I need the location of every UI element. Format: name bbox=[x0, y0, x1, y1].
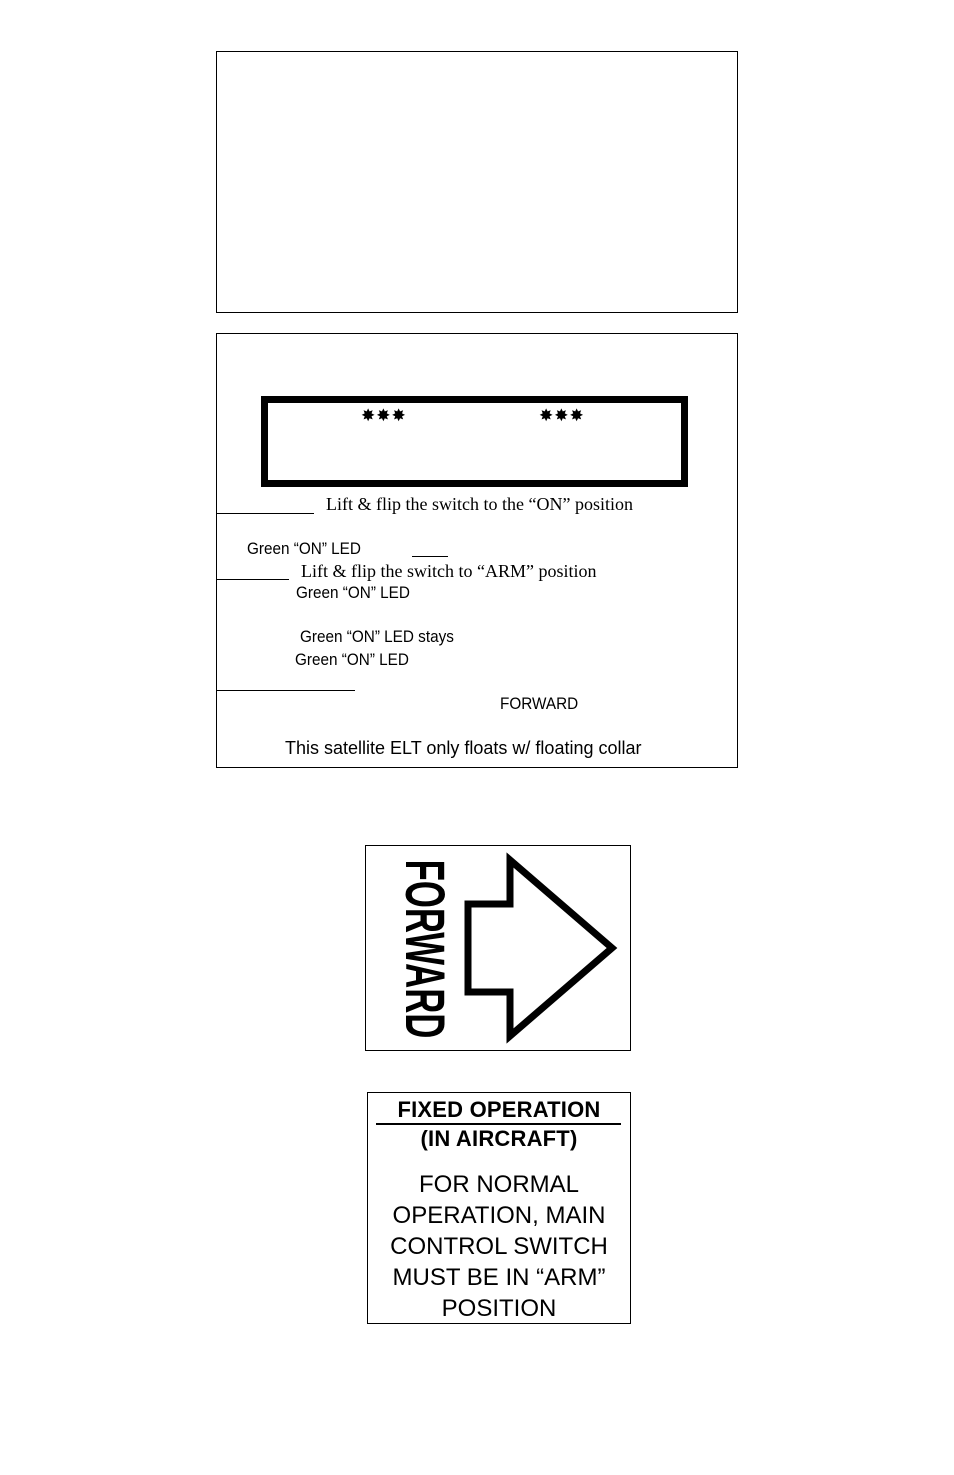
fixed-title-underline bbox=[376, 1123, 621, 1125]
fixed-title-line1: FIXED OPERATION bbox=[397, 1097, 601, 1122]
fixed-title-line2: (IN AIRCRAFT) bbox=[420, 1126, 578, 1151]
fixed-body-line-4: MUST BE IN “ARM” bbox=[392, 1264, 606, 1291]
led-note-3: Green “ON” LED stays bbox=[300, 627, 454, 646]
step-arm-text: Lift & flip the switch to “ARM” position bbox=[301, 561, 597, 581]
blank-label-panel bbox=[216, 51, 738, 313]
fixed-body-line-3: CONTROL SWITCH bbox=[390, 1233, 608, 1260]
step-on-blank-line bbox=[217, 513, 314, 514]
forward-vertical-text: FORWARD bbox=[394, 859, 457, 1039]
step-arm-blank-line bbox=[217, 579, 289, 580]
warning-stars-left: ✸✸✸ bbox=[361, 406, 407, 426]
warning-frame bbox=[261, 396, 688, 487]
step-on-text: Lift & flip the switch to the “ON” position bbox=[326, 494, 633, 514]
forward-arrow-icon bbox=[456, 846, 626, 1050]
fixed-body-line-2: OPERATION, MAIN bbox=[392, 1202, 606, 1229]
forward-label bbox=[365, 845, 631, 1051]
forward-note: FORWARD bbox=[500, 694, 579, 713]
bottom-blank-line bbox=[217, 690, 355, 691]
led-note-4: Green “ON” LED bbox=[295, 650, 409, 669]
fixed-body-line-5: POSITION bbox=[441, 1295, 557, 1322]
led-note-2: Green “ON” LED bbox=[296, 583, 410, 602]
short-blank-line bbox=[412, 556, 448, 557]
forward-vertical-text-wrap bbox=[394, 859, 457, 1039]
fixed-body-line-1: FOR NORMAL bbox=[418, 1171, 579, 1198]
fixed-operation-label bbox=[367, 1092, 631, 1324]
instruction-label-panel bbox=[216, 333, 738, 768]
warning-stars-right: ✸✸✸ bbox=[539, 406, 585, 426]
led-note-1: Green “ON” LED bbox=[247, 539, 361, 558]
float-note: This satellite ELT only floats w/ floating collar bbox=[285, 738, 642, 758]
